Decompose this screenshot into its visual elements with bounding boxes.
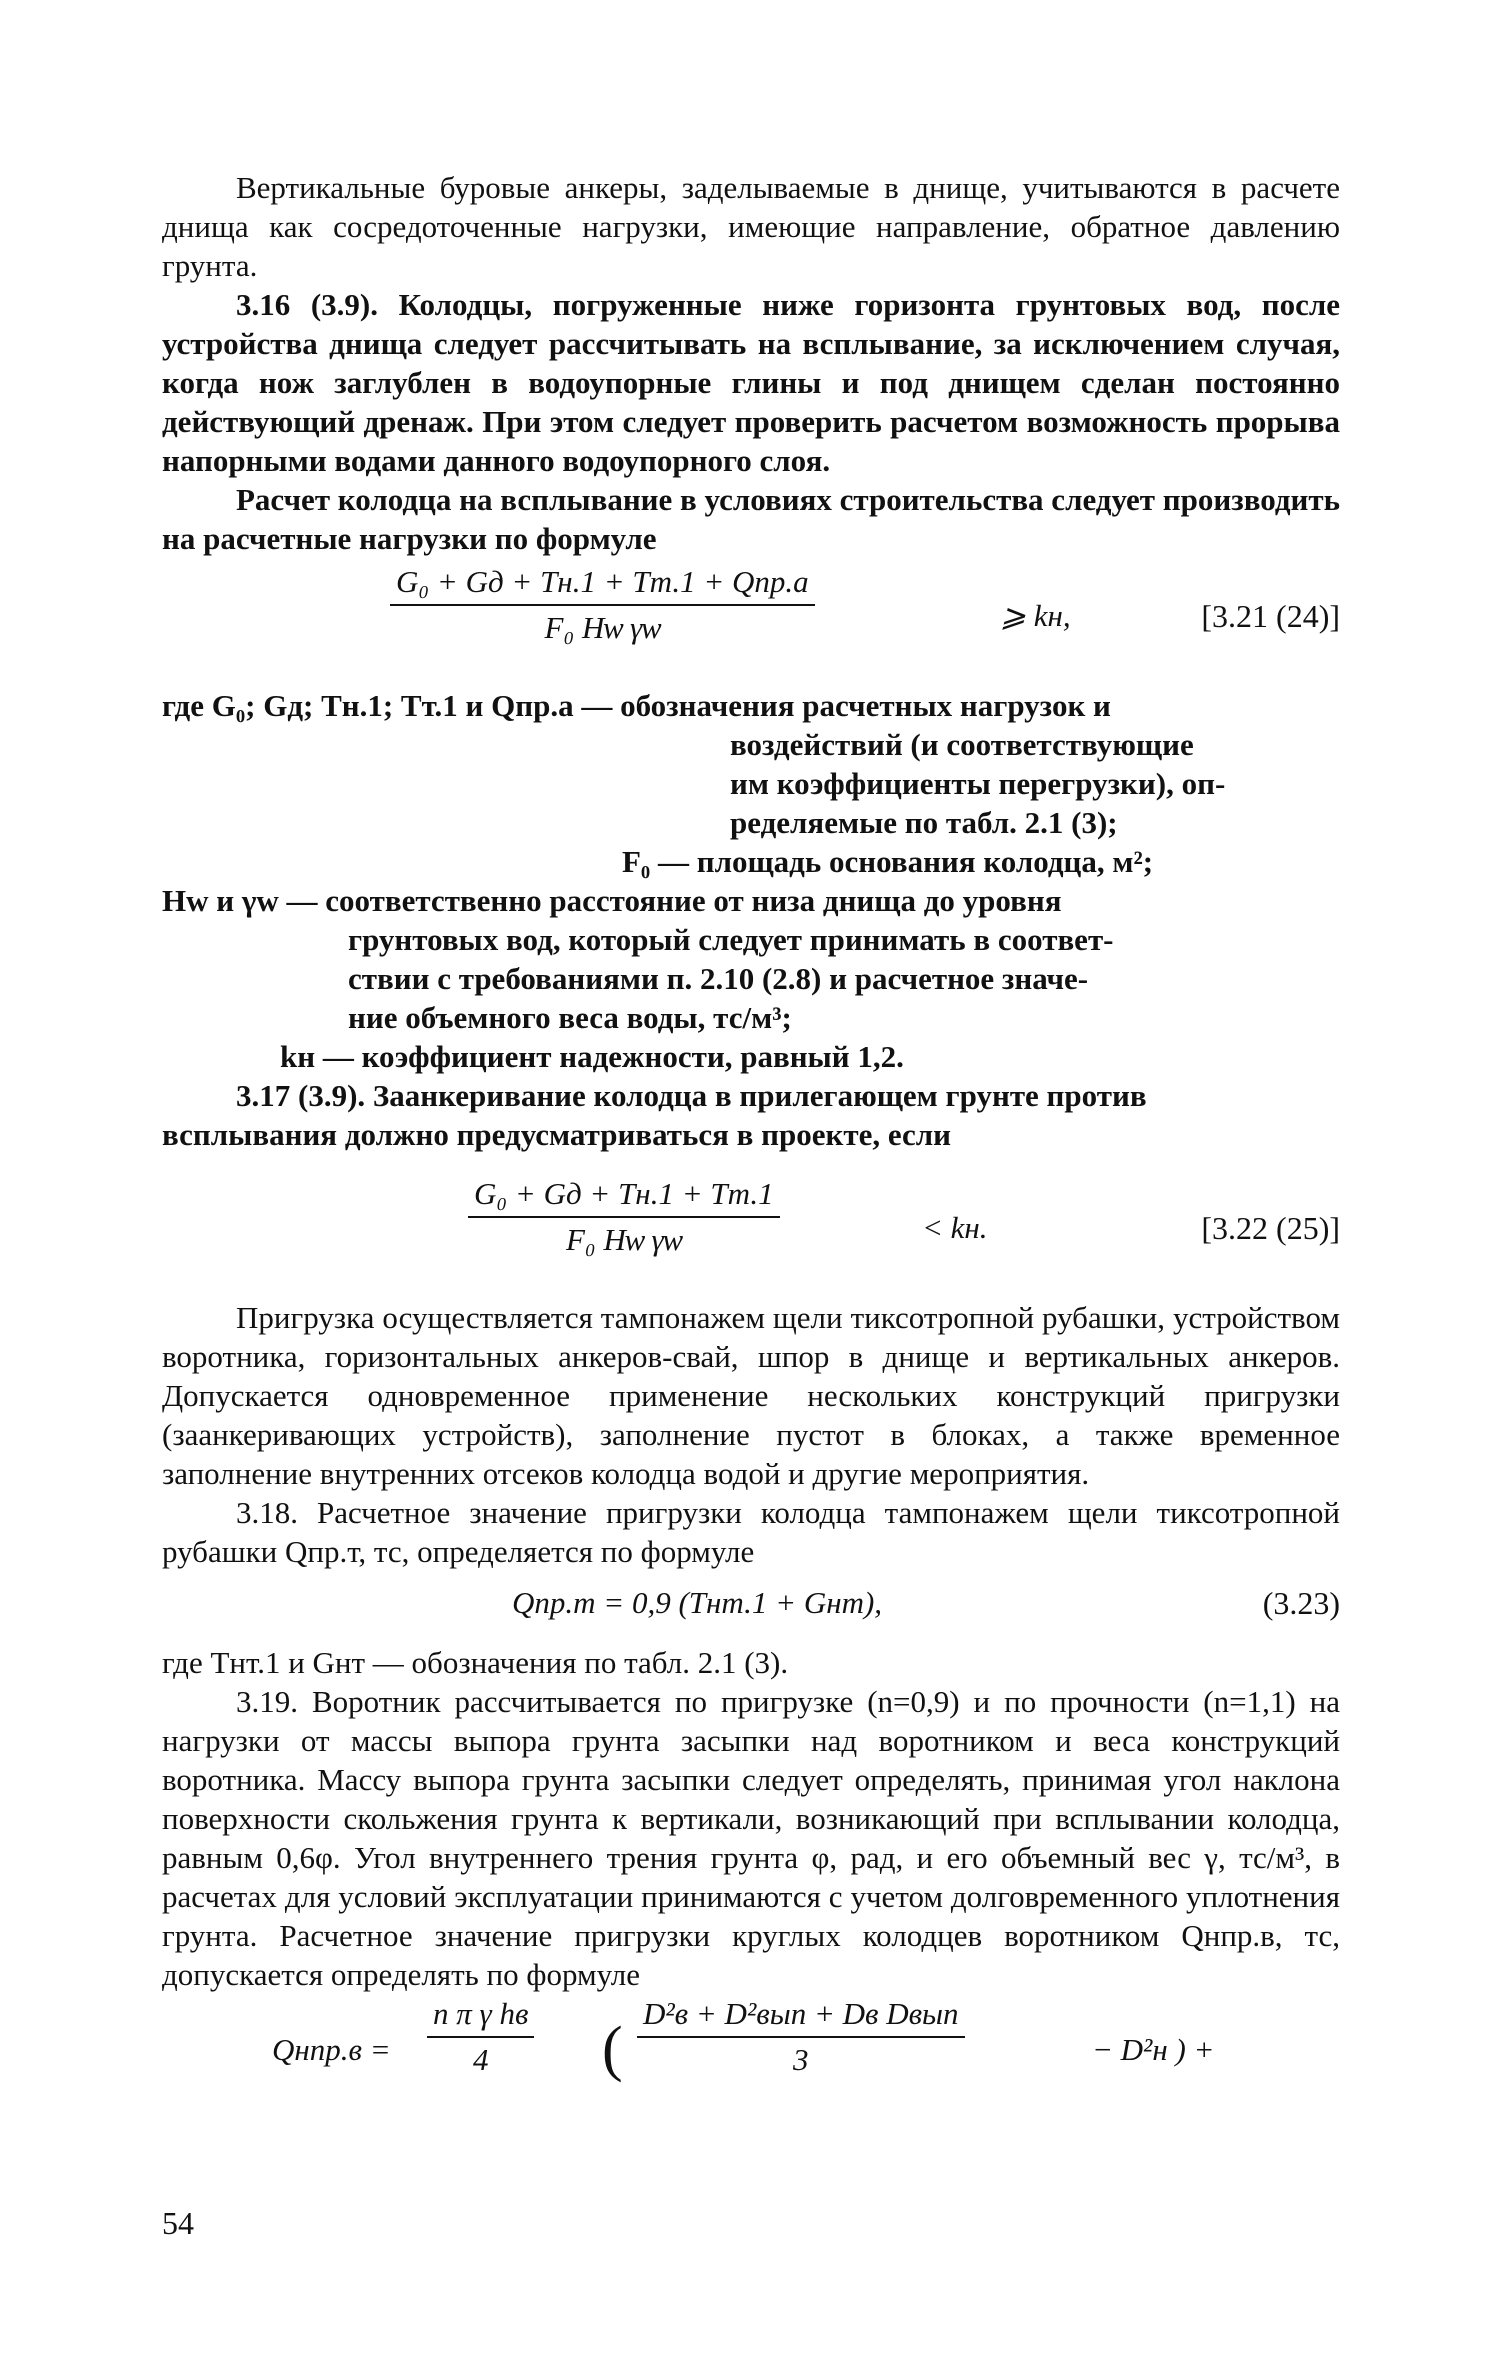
- definition-line: ствии с требованиями п. 2.10 (2.8) и расчетное значе-: [348, 961, 1089, 996]
- formula-3-22-number: [3.22 (25)]: [1201, 1210, 1340, 1246]
- definition-line: всплывания должно предусматриваться в проекте, если: [162, 1117, 952, 1152]
- formula-3-22-fraction: [468, 1176, 780, 1258]
- formula-collar-open-paren: (: [602, 2015, 623, 2083]
- formula-collar: [162, 1994, 1340, 2104]
- formula-3-21-relation: ⩾ kн,: [1000, 598, 1071, 633]
- page-number: 54: [162, 2205, 194, 2241]
- formula-collar-frac2-den: 3: [793, 2042, 809, 2077]
- formula-3-21-numerator: G₀ + Gд + Tн.1 + Tт.1 + Qпр.а: [390, 564, 815, 606]
- formula-3-22: [162, 1176, 1340, 1294]
- formula-collar-lhs: Qнпр.в =: [272, 2032, 391, 2067]
- formula-collar-tail: − D²н ) +: [1092, 2032, 1215, 2067]
- formula-collar-frac1-den: 4: [472, 2042, 489, 2077]
- formula-3-22-numerator: G₀ + Gд + Tн.1 + Tт.1: [468, 1176, 780, 1218]
- paragraph-anchors: Вертикальные буровые анкеры, заделываемые в днище, учитываются в расчете днища как сосредоточенные нагрузки, имеющие направление, обратное давлению грунта.: [162, 170, 1340, 283]
- paragraph-3-19: 3.19. Воротник рассчитывается по пригрузке (n=0,9) и по прочности (n=1,1) на нагрузки от массы выпора грунта засыпки над воротником и веса конструкций воротника. Массу выпора грунта засыпки следует определять, принимая угол наклона поверхности скольжения грунта к вертикали, возникающий при всплывании колодца, равным 0,6φ. Угол внутреннего трения грунта φ, рад, и его объемный вес γ, тс/м³, в расчетах для условий эксплуатации принимаются с учетом долговременного уплотнения грунта. Расчетное значение пригрузки круглых колодцев воротником Qнпр.в, тс, допускается определять по формуле: [162, 1684, 1340, 1992]
- paragraph-3-18: 3.18. Расчетное значение пригрузки колодца тампонажем щели тиксотропной рубашки Qпр.т, тс, определяется по формуле: [162, 1495, 1340, 1569]
- formula-3-21-denominator: F₀ Hᴡ γᴡ: [544, 610, 661, 645]
- paragraph-surcharge: Пригрузка осуществляется тампонажем щели тиксотропной рубашки, устройством воротника, горизонтальных анкеров-свай, шпор в днище и вертикальных анкеров. Допускается одновременное применение нескольких конструкций пригрузки (заанкеривающих устройств), заполнение пустот в блоках, а также временное заполнение внутренних отсеков колодца водой и другие мероприятия.: [162, 1300, 1340, 1491]
- formula-collar-fraction-1: [427, 1996, 534, 2078]
- definition-line: F₀ — площадь основания колодца, м²;: [622, 844, 1154, 879]
- definition-line: где G₀; Gд; Tн.1; Tт.1 и Qпр.а — обозначения расчетных нагрузок и: [162, 688, 1111, 723]
- formula-3-22-relation: < kн.: [922, 1210, 988, 1245]
- formula-3-23-number: (3.23): [1262, 1585, 1340, 1621]
- formula-collar-frac2-num: D²в + D²вып + Dв Dвып: [637, 1996, 965, 2038]
- definitions-block: [162, 686, 1340, 1246]
- formula-3-23-expression: Qпр.т = 0,9 (Tнт.1 + Gнт),: [512, 1585, 883, 1620]
- definition-line: kн — коэффициент надежности, равный 1,2.: [280, 1039, 904, 1074]
- definition-line: грунтовых вод, который следует принимать в соответ-: [348, 922, 1114, 957]
- formula-3-21-number: [3.21 (24)]: [1201, 598, 1340, 634]
- definition-line: 3.17 (3.9). Заанкеривание колодца в прилегающем грунте против: [236, 1078, 1147, 1113]
- formula-3-21: [162, 564, 1340, 682]
- definition-line: ние объемного веса воды, тс/м³;: [348, 1000, 792, 1035]
- formula-3-23: [162, 1579, 1340, 1635]
- formula-3-21-fraction: [390, 564, 815, 646]
- definition-line: воздействий (и соответствующие: [730, 727, 1194, 762]
- definition-line: ределяемые по табл. 2.1 (3);: [730, 805, 1118, 840]
- formula-collar-fraction-2: [637, 1996, 965, 2078]
- formula-collar-frac1-num: n π γ hв: [427, 1996, 534, 2038]
- paragraph-flotation-calc: Расчет колодца на всплывание в условиях строительства следует производить на расчетные нагрузки по формуле: [162, 482, 1340, 556]
- formula-3-22-denominator: F₀ Hᴡ γᴡ: [566, 1222, 682, 1257]
- paragraph-where: где Tнт.1 и Gнт — обозначения по табл. 2.1 (3).: [162, 1645, 789, 1680]
- definition-line: Hᴡ и γᴡ — соответственно расстояние от низа днища до уровня: [162, 883, 1062, 918]
- paragraph-3-16: 3.16 (3.9). Колодцы, погруженные ниже горизонта грунтовых вод, после устройства днища следует рассчитывать на всплывание, за исключением случая, когда нож заглублен в водоупорные глины и под днищем сделан постоянно действующий дренаж. При этом следует проверить расчетом возможность прорыва напорными водами данного водоупорного слоя.: [162, 287, 1340, 478]
- page-content: [162, 168, 1340, 2104]
- definition-line: им коэффициенты перегрузки), оп-: [730, 766, 1226, 801]
